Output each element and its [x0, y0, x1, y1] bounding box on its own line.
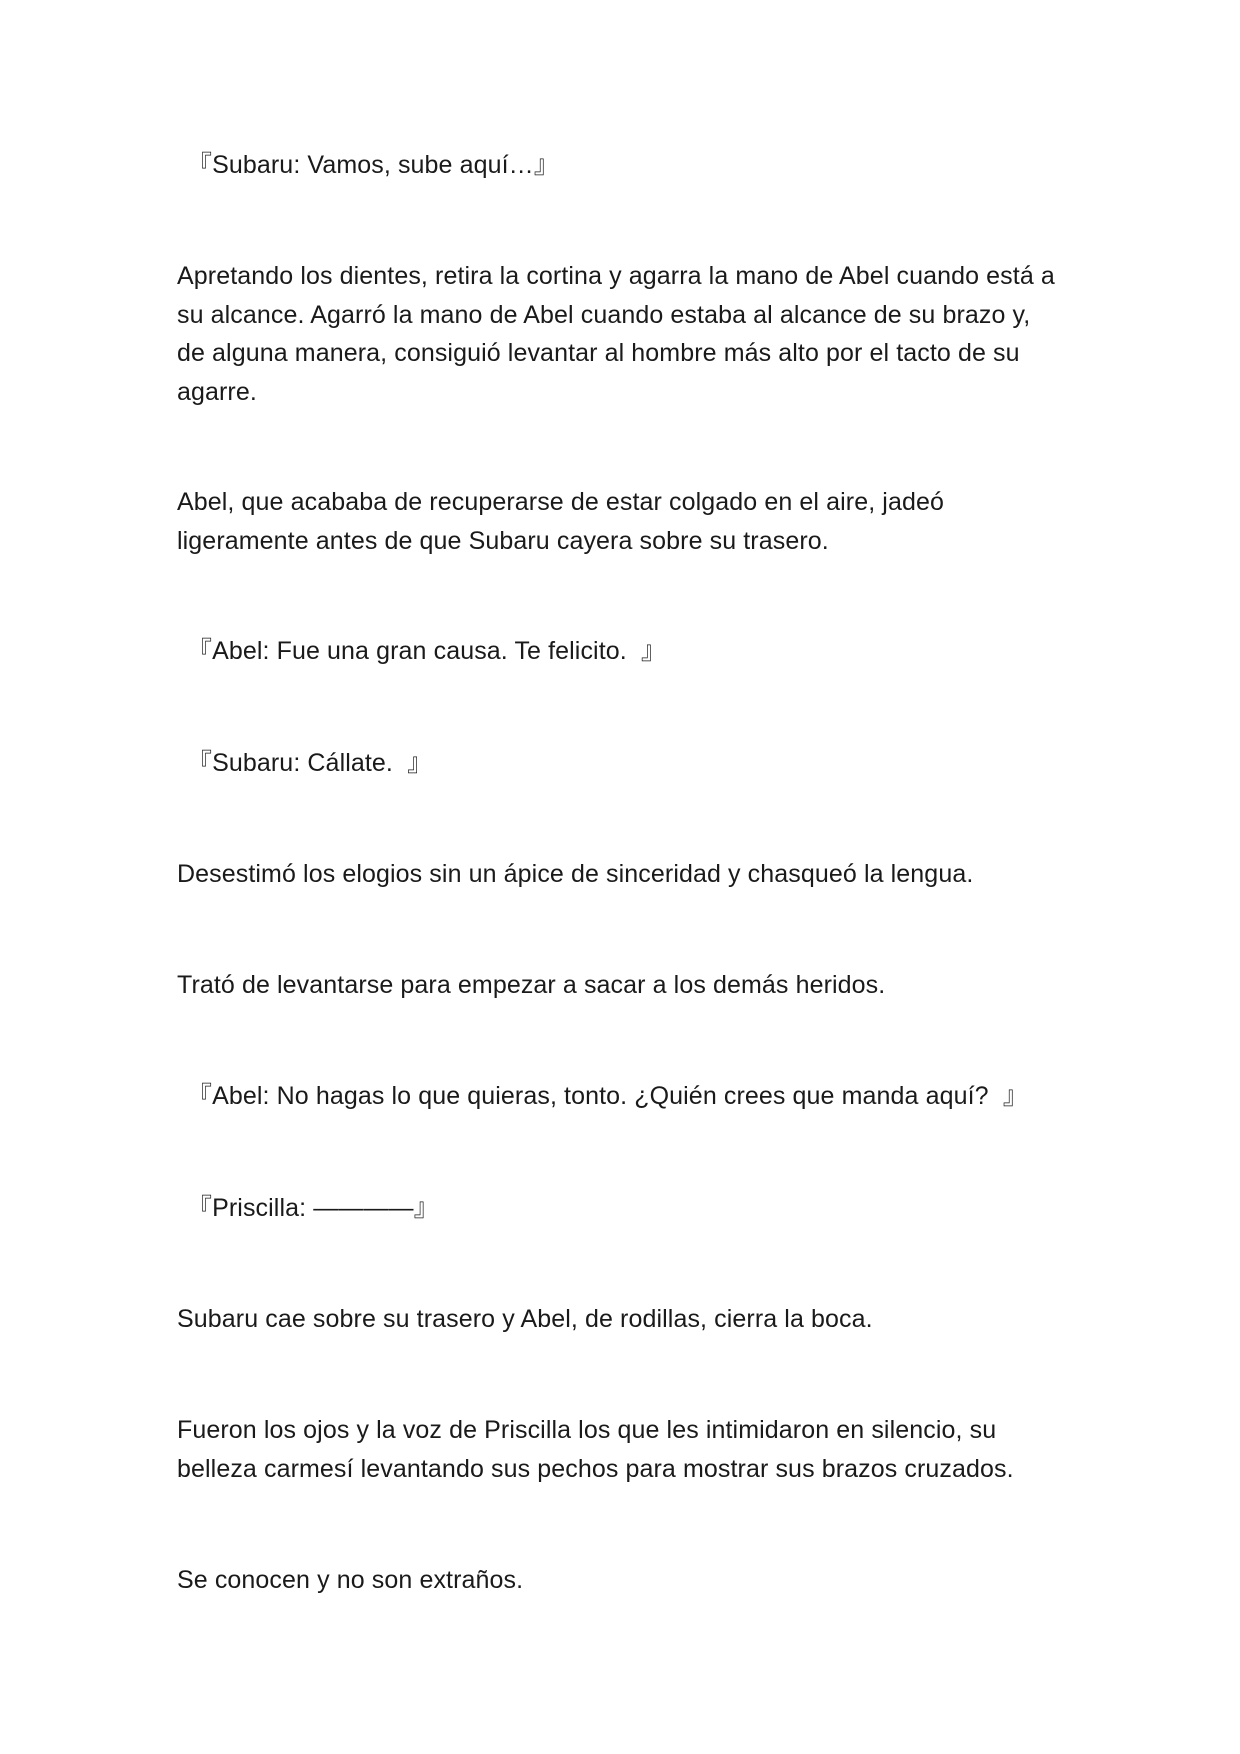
narration-paragraph: Apretando los dientes, retira la cortina y agarra la mano de Abel cuando está a su alcance. Agarró la mano de Abel cuando estaba al alcance de su brazo y, de alguna manera, consiguió levantar al hombre más alto por el tacto de su agarre. — [177, 262, 1062, 406]
dialogue-line: 『Priscilla: ————』 — [187, 1194, 439, 1222]
dialogue-line: 『Abel: Fue una gran causa. Te felicito. 』 — [187, 637, 666, 665]
narration-paragraph: Abel, que acababa de recuperarse de estar colgado en el aire, jadeó ligeramente antes de que Subaru cayera sobre su trasero. — [177, 488, 952, 555]
narration-paragraph: Subaru cae sobre su trasero y Abel, de rodillas, cierra la boca. — [177, 1305, 873, 1333]
dialogue-line: 『Subaru: Vamos, sube aquí…』 — [187, 151, 559, 179]
narration-paragraph: Desestimó los elogios sin un ápice de sinceridad y chasqueó la lengua. — [177, 860, 974, 888]
narration-paragraph: Fueron los ojos y la voz de Priscilla los que les intimidaron en silencio, su belleza carmesí levantando sus pechos para mostrar sus brazos cruzados. — [177, 1416, 1014, 1483]
dialogue-line: 『Subaru: Cállate. 』 — [187, 749, 433, 777]
dialogue-line: 『Abel: No hagas lo que quieras, tonto. ¿Quién crees que manda aquí? 』 — [187, 1082, 1028, 1110]
narration-paragraph: Se conocen y no son extraños. — [177, 1566, 524, 1594]
narration-paragraph: Trató de levantarse para empezar a sacar a los demás heridos. — [177, 971, 886, 999]
